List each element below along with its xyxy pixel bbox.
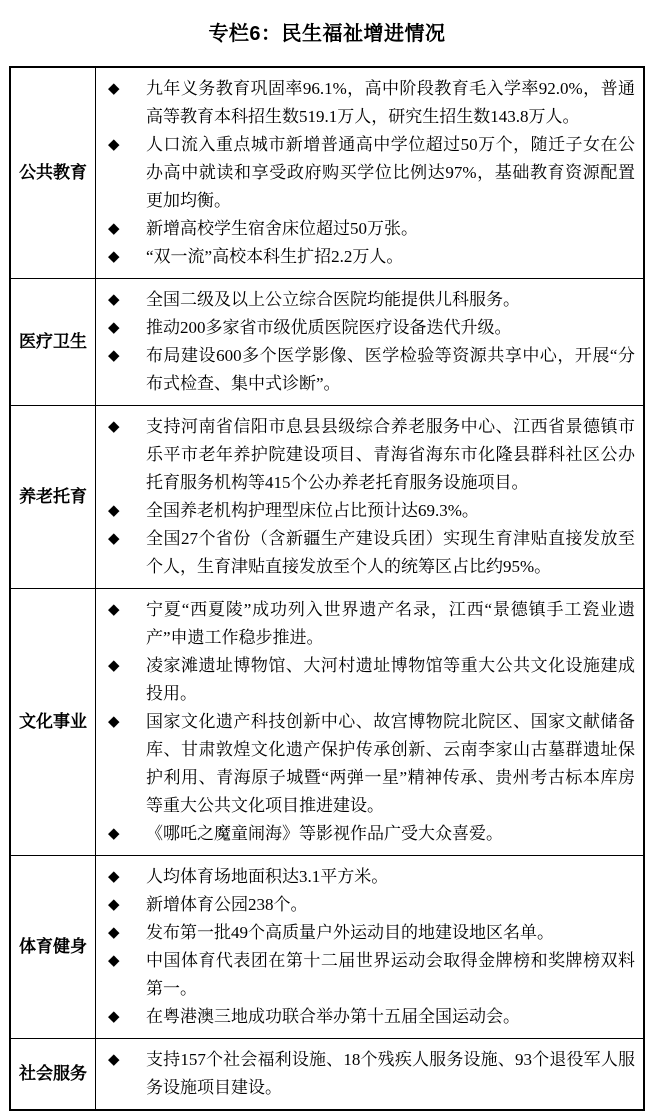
page-title: 专栏6：民生福祉增进情况 <box>208 23 446 45</box>
bullet-item <box>96 75 635 131</box>
category-label-culture: 文化事业 <box>11 589 96 855</box>
items-cell-sports-fitness <box>96 856 643 1038</box>
table-row-culture <box>11 589 643 856</box>
items-cell-medical-health <box>96 279 643 405</box>
bullet-item <box>96 413 635 497</box>
bullet-item <box>96 342 635 398</box>
bullet-item <box>96 820 635 848</box>
bullet-text: 人均体育场地面积达3.1平方米。 <box>146 867 389 886</box>
category-label-sports-fitness: 体育健身 <box>11 856 96 1038</box>
diamond-bullet-icon: ◆ <box>108 292 120 308</box>
category-label-public-education: 公共教育 <box>11 68 96 278</box>
category-label-elderly-childcare: 养老托育 <box>11 406 96 588</box>
diamond-bullet-icon: ◆ <box>108 925 120 941</box>
bullet-item <box>96 863 635 891</box>
bullet-item <box>96 596 635 652</box>
bullet-text: 凌家滩遗址博物馆、大河村遗址博物馆等重大公共文化设施建成投用。 <box>146 656 635 703</box>
diamond-bullet-icon: ◆ <box>108 320 120 336</box>
bullet-text: 布局建设600多个医学影像、医学检验等资源共享中心，开展“分布式检查、集中式诊断”。 <box>146 346 635 393</box>
diamond-bullet-icon: ◆ <box>108 953 120 969</box>
diamond-bullet-icon: ◆ <box>108 531 120 547</box>
items-cell-social-services <box>96 1039 643 1109</box>
category-label-medical-health: 医疗卫生 <box>11 279 96 405</box>
table-row-elderly-childcare <box>11 406 643 589</box>
bullet-text: “双一流”高校本科生扩招2.2万人。 <box>146 247 404 266</box>
diamond-bullet-icon: ◆ <box>108 714 120 730</box>
diamond-bullet-icon: ◆ <box>108 503 120 519</box>
diamond-bullet-icon: ◆ <box>108 897 120 913</box>
bullet-text: 推动200多家省市级优质医院医疗设备迭代升级。 <box>146 318 512 337</box>
bullet-text: 支持河南省信阳市息县县级综合养老服务中心、江西省景德镇市乐平市老年养护院建设项目、青海省海东市化隆县群科社区公办托育服务机构等415个公办养老托育服务设施项目。 <box>146 417 635 492</box>
bullet-item <box>96 947 635 1003</box>
livelihood-table <box>9 66 645 1111</box>
bullet-text: 支持157个社会福利设施、18个残疾人服务设施、93个退役军人服务设施项目建设。 <box>146 1050 635 1097</box>
items-cell-elderly-childcare <box>96 406 643 588</box>
bullet-text: 《哪吒之魔童闹海》等影视作品广受大众喜爱。 <box>146 824 503 843</box>
bullet-item <box>96 215 635 243</box>
diamond-bullet-icon: ◆ <box>108 602 120 618</box>
table-row-medical-health <box>11 279 643 406</box>
bullet-item <box>96 525 635 581</box>
diamond-bullet-icon: ◆ <box>108 658 120 674</box>
bullet-item <box>96 652 635 708</box>
bullet-item <box>96 286 635 314</box>
bullet-item <box>96 919 635 947</box>
table-row-sports-fitness <box>11 856 643 1039</box>
bullet-text: 全国27个省份（含新疆生产建设兵团）实现生育津贴直接发放至个人，生育津贴直接发放至个人的统筹区占比约95%。 <box>146 529 635 576</box>
diamond-bullet-icon: ◆ <box>108 221 120 237</box>
bullet-item <box>96 314 635 342</box>
table-row-social-services <box>11 1039 643 1109</box>
bullet-item <box>96 1046 635 1102</box>
diamond-bullet-icon: ◆ <box>108 81 120 97</box>
category-label-social-services: 社会服务 <box>11 1039 96 1109</box>
diamond-bullet-icon: ◆ <box>108 1052 120 1068</box>
bullet-text: 新增高校学生宿舍床位超过50万张。 <box>146 219 418 238</box>
bullet-text: 全国养老机构护理型床位占比预计达69.3%。 <box>146 501 479 520</box>
bullet-item <box>96 1003 635 1031</box>
bullet-item <box>96 131 635 215</box>
bullet-text: 九年义务教育巩固率96.1%，高中阶段教育毛入学率92.0%，普通高等教育本科招生数519.1万人，研究生招生数143.8万人。 <box>146 79 635 126</box>
diamond-bullet-icon: ◆ <box>108 1009 120 1025</box>
bullet-text: 人口流入重点城市新增普通高中学位超过50万个，随迁子女在公办高中就读和享受政府购买学位比例达97%，基础教育资源配置更加均衡。 <box>146 135 635 210</box>
bullet-item <box>96 497 635 525</box>
bullet-text: 宁夏“西夏陵”成功列入世界遗产名录，江西“景德镇手工瓷业遗产”申遗工作稳步推进。 <box>146 600 635 647</box>
diamond-bullet-icon: ◆ <box>108 249 120 265</box>
items-cell-public-education <box>96 68 643 278</box>
table-row-public-education <box>11 68 643 279</box>
bullet-text: 国家文化遗产科技创新中心、故宫博物院北院区、国家文献储备库、甘肃敦煌文化遗产保护传承创新、云南李家山古墓群遗址保护利用、青海原子城暨“两弹一星”精神传承、贵州考古标本库房等重大公共文化项目推进建设。 <box>146 712 635 815</box>
bullet-text: 中国体育代表团在第十二届世界运动会取得金牌榜和奖牌榜双料第一。 <box>146 951 635 998</box>
bullet-text: 全国二级及以上公立综合医院均能提供儿科服务。 <box>146 290 520 309</box>
items-cell-culture <box>96 589 643 855</box>
bullet-text: 发布第一批49个高质量户外运动目的地建设地区名单。 <box>146 923 554 942</box>
diamond-bullet-icon: ◆ <box>108 419 120 435</box>
bullet-text: 新增体育公园238个。 <box>146 895 308 914</box>
bullet-item <box>96 243 635 271</box>
diamond-bullet-icon: ◆ <box>108 348 120 364</box>
diamond-bullet-icon: ◆ <box>108 826 120 842</box>
diamond-bullet-icon: ◆ <box>108 869 120 885</box>
bullet-item <box>96 891 635 919</box>
bullet-item <box>96 708 635 820</box>
bullet-text: 在粤港澳三地成功联合举办第十五届全国运动会。 <box>146 1007 520 1026</box>
diamond-bullet-icon: ◆ <box>108 137 120 153</box>
